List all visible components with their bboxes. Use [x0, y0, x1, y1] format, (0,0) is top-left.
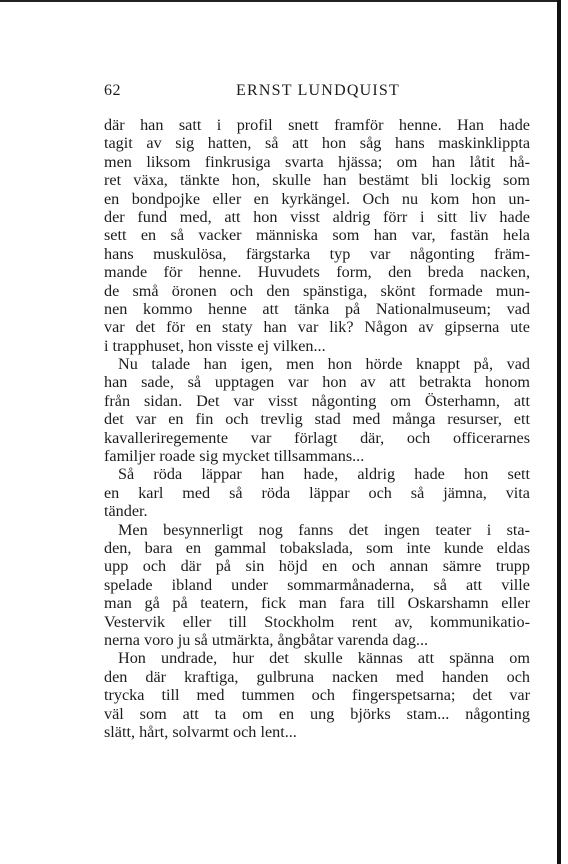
text-line: hans muskulösa, färgstarka typ var någonting främ- — [104, 244, 530, 263]
text-line: det var en fin och trevlig stad med många resurser, ett — [104, 410, 530, 429]
text-line: en karl med så röda läppar och så jämna, vita — [104, 483, 530, 502]
text-line: han sade, så upptagen var hon av att betrakta honom — [104, 373, 530, 392]
running-head: ERNST LUNDQUIST — [236, 82, 400, 99]
text-line: spelade ibland under sommarmånaderna, så att ville — [104, 575, 530, 594]
text-line: tänder. — [104, 502, 148, 521]
text-line: Nu talade han igen, men hon hörde knappt på, vad — [118, 355, 530, 374]
text-line: från sidan. Det var visst någonting om Österhamn, att — [104, 391, 530, 410]
text-line: mande för henne. Huvudets form, den breda nacken, — [104, 263, 530, 282]
text-line: den, bara en gammal tobakslada, som inte kunde eldas — [104, 538, 530, 557]
text-line: Så röda läppar han hade, aldrig hade hon sett — [118, 465, 530, 484]
text-line: familjer roade sig mycket tillsammans... — [104, 447, 365, 466]
text-line: en bondpojke eller en kyrkängel. Och nu kom hon un- — [104, 189, 530, 208]
text-line: Vestervik eller till Stockholm rent av, kommunikatio- — [104, 612, 530, 631]
body-text — [104, 116, 530, 741]
page-header — [104, 82, 534, 106]
right-page-edge — [557, 0, 561, 864]
text-line: ret växa, tänkte hon, skulle han bestämt bli lockig som — [104, 171, 530, 190]
text-line: Men besynnerligt nog fanns det ingen teater i sta- — [118, 520, 530, 539]
text-line: nerna voro ju så utmärkta, ångbåtar varenda dag... — [104, 630, 429, 649]
text-line: den där kraftiga, gulbruna nacken med handen och — [104, 667, 530, 686]
text-line: i trapphuset, hon visste ej vilken... — [104, 336, 326, 355]
text-line: trycka till med tummen och fingerspetsarna; det var — [104, 686, 530, 705]
text-line: sett en så vacker människa som han var, fastän hela — [104, 226, 530, 245]
text-line: tagit av sig hatten, så att hon såg hans maskinklippta — [104, 134, 530, 153]
text-line: upp och där på sin höjd en och annan sämre trupp — [104, 557, 530, 576]
text-line: de små öronen och den spänstiga, skönt formade mun- — [104, 281, 530, 300]
paragraph — [104, 465, 530, 520]
paragraph — [104, 521, 530, 650]
text-line: kavalleriregemente var förlagt där, och officerarnes — [104, 428, 530, 447]
text-line: var det för en staty han var lik? Någon av gipserna ute — [104, 318, 530, 337]
text-line: Hon undrade, hur det skulle kännas att spänna om — [118, 649, 530, 668]
paragraph — [104, 355, 530, 465]
text-line: där han satt i profil snett framför henne. Han hade — [104, 116, 530, 134]
page-number: 62 — [104, 82, 121, 99]
text-line: man gå på teatern, fick man fara till Oskarshamn eller — [104, 594, 530, 613]
text-line: väl som att ta om en ung björks stam... någonting — [104, 704, 530, 723]
text-line: nen kommo henne att tänka på Nationalmuseum; vad — [104, 299, 530, 318]
top-page-edge — [0, 0, 560, 2]
paragraph — [104, 649, 530, 741]
paragraph — [104, 116, 530, 355]
text-line: men liksom finkrusiga svarta hjässa; om han låtit hå- — [104, 152, 530, 171]
text-line: slätt, hårt, solvarmt och lent... — [104, 722, 297, 741]
text-line: der fund med, att hon visst aldrig förr i sitt liv hade — [104, 207, 530, 226]
